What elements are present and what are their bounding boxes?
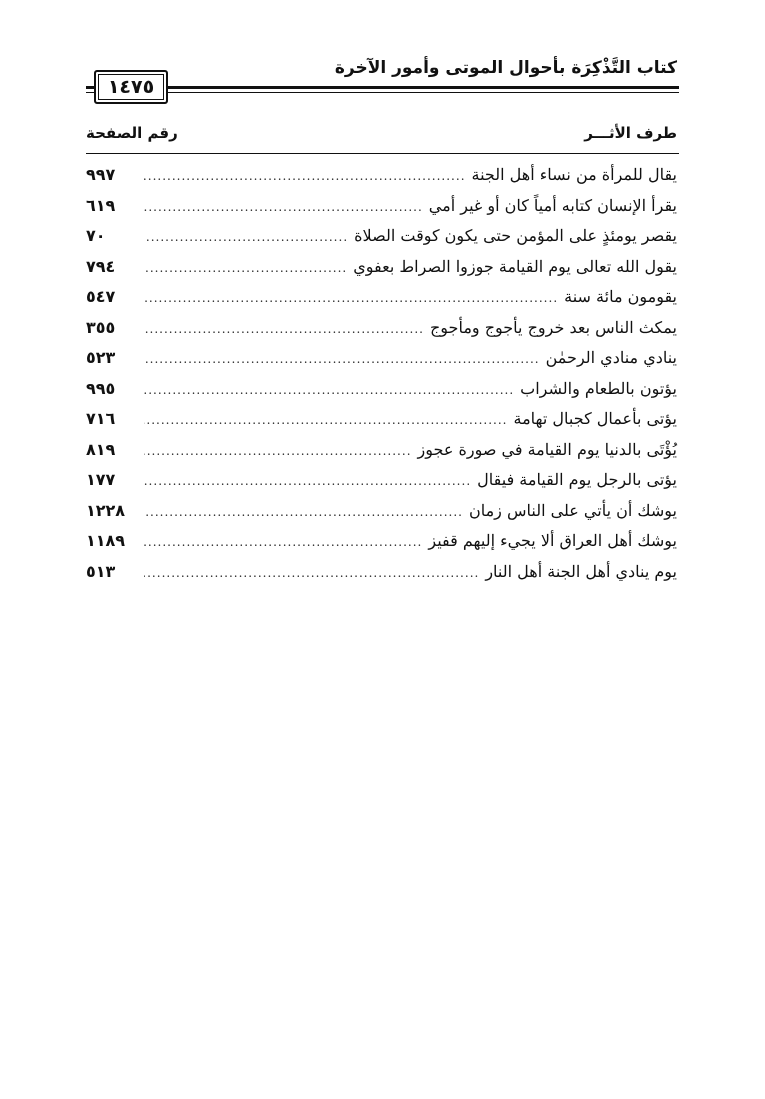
entry-text: ينادي منادي الرحمٰن	[545, 348, 677, 367]
entry-text: يؤتون بالطعام والشراب	[520, 378, 677, 398]
index-entry	[86, 226, 677, 257]
leader-dots	[144, 261, 347, 275]
index-entry	[86, 501, 677, 532]
entry-text: يقول الله تعالى يوم القيامة جوزوا الصراط بعفوي	[353, 256, 677, 276]
leader-dots	[144, 474, 471, 488]
column-header-page: رقم الصفحة	[86, 124, 178, 142]
page-number: ١٤٧٥	[94, 70, 168, 104]
entry-text: يوم ينادي أهل الجنة أهل النار	[485, 561, 677, 581]
entry-page-number: ٥٤٧	[86, 287, 116, 306]
index-entry	[86, 470, 677, 501]
leader-dots	[144, 413, 507, 427]
index-entry	[86, 165, 677, 196]
index-entry	[86, 440, 677, 471]
header-rule	[86, 86, 679, 93]
entry-text: يقصر يومئذٍ على المؤمن حتى يكون كوقت الصلاة	[354, 226, 677, 245]
column-header-hadith: طرف الأثـــر	[584, 124, 677, 142]
entry-page-number: ٧١٦	[86, 409, 116, 428]
leader-dots	[144, 444, 412, 458]
index-entry	[86, 409, 677, 440]
entry-page-number: ٨١٩	[86, 439, 116, 459]
column-header-rule	[86, 153, 679, 154]
leader-dots	[144, 322, 424, 336]
entry-text: يقال للمرأة من نساء أهل الجنة	[471, 165, 677, 184]
book-title: كتاب التَّذْكِرَة بأحوال الموتى وأمور الآخرة	[334, 58, 677, 78]
entry-page-number: ١١٨٩	[86, 531, 126, 550]
entry-text: يُؤْتَى بالدنيا يوم القيامة في صورة عجوز	[417, 439, 677, 459]
leader-dots	[144, 352, 540, 366]
index-entry	[86, 348, 677, 379]
leader-dots	[144, 230, 348, 244]
index-entry	[86, 562, 677, 593]
entry-text: يوشك أن يأتي على الناس زمان	[468, 500, 677, 520]
leader-dots	[144, 505, 463, 519]
leader-dots	[144, 566, 479, 580]
entry-text: يؤتى بالرجل يوم القيامة فيقال	[477, 470, 677, 489]
leader-dots	[144, 200, 423, 214]
entry-text: يمكث الناس بعد خروج يأجوج ومأجوج	[429, 317, 677, 337]
entry-page-number: ٩٩٥	[86, 378, 116, 398]
index-entry	[86, 257, 677, 288]
index-list	[86, 165, 677, 592]
leader-dots	[144, 169, 466, 183]
entry-page-number: ٦١٩	[86, 195, 116, 215]
entry-page-number: ٧٩٤	[86, 256, 116, 276]
index-entry	[86, 379, 677, 410]
entry-text: يوشك أهل العراق ألا يجيء إليهم قفيز	[428, 531, 677, 550]
index-entry	[86, 196, 677, 227]
entry-page-number: ٣٥٥	[86, 317, 116, 337]
index-entry	[86, 318, 677, 349]
index-entry	[86, 287, 677, 318]
entry-page-number: ١٧٧	[86, 470, 116, 489]
entry-page-number: ٥١٣	[86, 561, 116, 581]
entry-text: يؤتى بأعمال كجبال تهامة	[513, 409, 677, 428]
entry-page-number: ٥٢٣	[86, 348, 116, 367]
entry-page-number: ٧٠	[86, 226, 106, 245]
index-entry	[86, 531, 677, 562]
leader-dots	[144, 383, 514, 397]
leader-dots	[144, 291, 558, 305]
entry-text: يقرأ الإنسان كتابه أمياً كان أو غير أمي	[428, 195, 677, 215]
entry-page-number: ٩٩٧	[86, 165, 116, 184]
entry-page-number: ١٢٢٨	[86, 500, 126, 520]
entry-text: يقومون مائة سنة	[564, 287, 677, 306]
leader-dots	[144, 535, 422, 549]
